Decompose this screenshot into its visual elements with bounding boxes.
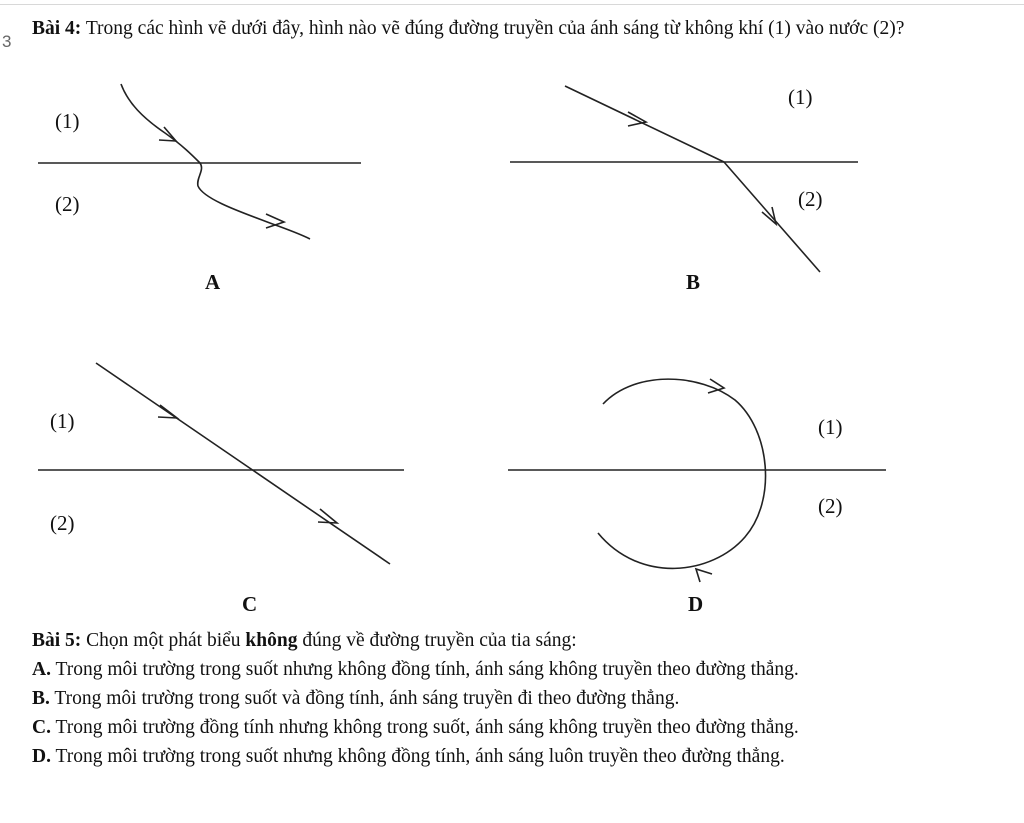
figure-a-caption: A xyxy=(205,270,221,294)
figure-a-arrow-2 xyxy=(266,214,284,228)
figure-c xyxy=(38,363,404,616)
figure-b-arrow-2 xyxy=(762,207,776,224)
figure-d-caption: D xyxy=(688,592,704,616)
figure-c-straight-ray xyxy=(96,363,390,564)
figure-d-medium-1-label: (1) xyxy=(818,415,843,439)
figure-d xyxy=(508,379,886,616)
margin-line-number: 3 xyxy=(2,32,12,51)
question-4-label: Bài 4: xyxy=(32,18,82,39)
option-a xyxy=(32,655,1012,684)
figure-a-medium-2-label: (2) xyxy=(55,192,80,216)
figure-b-medium-1-label: (1) xyxy=(788,85,813,109)
question-5 xyxy=(32,626,1012,771)
option-c xyxy=(32,713,1012,742)
figure-c-caption: C xyxy=(242,592,258,616)
option-d-text: Trong môi trường trong suốt nhưng không đồng tính, ánh sáng luôn truyền theo đường thẳng. xyxy=(50,746,785,767)
question-5-text-after: đúng về đường truyền của tia sáng: xyxy=(297,630,577,651)
figure-b-refracted-ray xyxy=(724,162,820,272)
option-a-text: Trong môi trường trong suốt nhưng không đồng tính, ánh sáng không truyền theo đường thẳng. xyxy=(50,659,799,680)
question-5-emphasis: không xyxy=(245,630,298,651)
option-c-text: Trong môi trường đồng tính nhưng không trong suốt, ánh sáng không truyền theo đường thẳng. xyxy=(50,717,799,738)
figure-d-medium-2-label: (2) xyxy=(818,494,843,518)
option-a-letter: A. xyxy=(32,659,51,680)
figure-b-incident-ray xyxy=(565,86,724,162)
figure-a-curved-ray xyxy=(121,84,310,239)
option-d-letter: D. xyxy=(32,746,51,767)
option-d xyxy=(32,742,1012,771)
figure-b-medium-2-label: (2) xyxy=(798,187,823,211)
figure-a xyxy=(38,84,361,294)
figure-d-arrow-2 xyxy=(696,569,712,582)
option-b-text: Trong môi trường trong suốt và đồng tính, ánh sáng truyền đi theo đường thẳng. xyxy=(49,688,680,709)
option-b-letter: B. xyxy=(32,688,50,709)
figure-a-medium-1-label: (1) xyxy=(55,109,80,133)
option-b xyxy=(32,684,1012,713)
question-4-text: Trong các hình vẽ dưới đây, hình nào vẽ đúng đường truyền của ánh sáng từ không khí (1) vào nước (2)? xyxy=(81,18,905,39)
figure-b xyxy=(510,85,858,294)
figure-d-circular-ray xyxy=(598,379,766,568)
question-5-stem xyxy=(32,626,1012,655)
figure-c-medium-2-label: (2) xyxy=(50,511,75,535)
option-c-letter: C. xyxy=(32,717,51,738)
figure-b-caption: B xyxy=(686,270,701,294)
question-5-text-before: Chọn một phát biểu xyxy=(81,630,246,651)
question-5-label: Bài 5: xyxy=(32,630,82,651)
figure-c-medium-1-label: (1) xyxy=(50,409,75,433)
